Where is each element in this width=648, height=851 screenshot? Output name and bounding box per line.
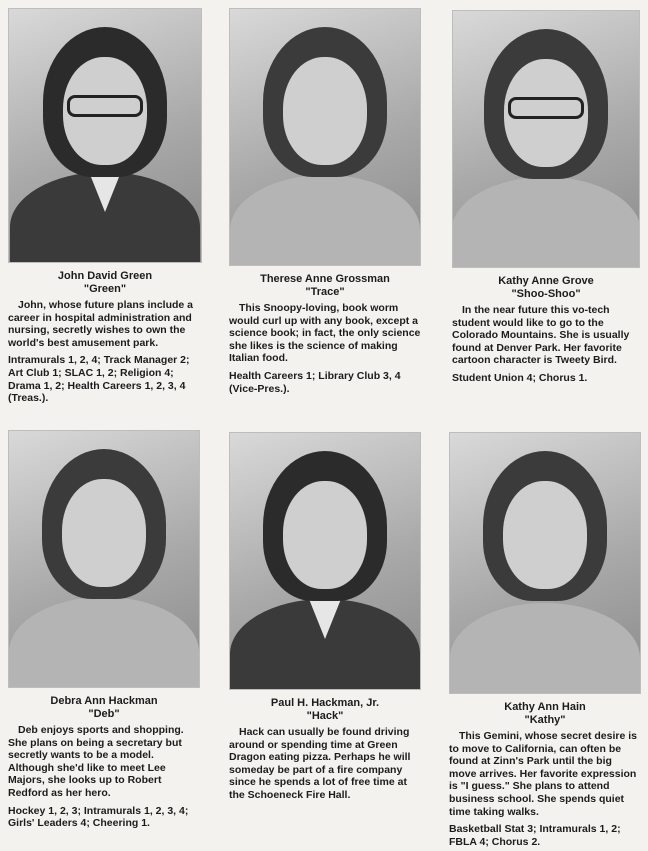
student-bio: Deb enjoys sports and shopping. She plans on being a secretary but secretly wants to be a model. Although she'd like to meet Lee Majors, she looks up to Robert Redford as her hero. (8, 724, 184, 799)
student-bio: This Gemini, whose secret desire is to move to California, can often be found at Zinn's Park until the big move arrives. Her favorite expression is "I guess." She plans to attend business school. She spends quiet time taking walks. (449, 730, 637, 818)
student-activities: Basketball Stat 3; Intramurals 1, 2; FBLA 4; Chorus 2. (449, 823, 621, 848)
student-bio: This Snoopy-loving, book worm would curl up with any book, except a science book; in fact, the only science she likes is the science of making Italian food. (229, 302, 421, 365)
student-photo (229, 432, 421, 690)
student-name: Kathy Ann Hain (504, 701, 586, 713)
student-photo (452, 10, 640, 268)
student-nickname: "Trace" (305, 286, 345, 298)
portrait-body-shape (230, 175, 420, 266)
student-photo (229, 8, 421, 266)
student-photo (8, 8, 202, 263)
student-nickname: "Hack" (306, 710, 344, 722)
student-entry-4 (8, 430, 200, 833)
student-photo (8, 430, 200, 688)
student-activities: Hockey 1, 2, 3; Intramurals 1, 2, 3, 4; Girls' Leaders 4; Cheering 1. (8, 804, 189, 830)
student-nickname: "Green" (83, 283, 127, 295)
student-activities: Student Union 4; Chorus 1. (452, 371, 588, 384)
student-name: Therese Anne Grossman (260, 273, 390, 285)
student-activities: Intramurals 1, 2, 4; Track Manager 2; Art Club 1; SLAC 1, 2; Religion 4; Drama 1, 2; Health Careers 1, 2, 3, 4 (Treas.). (8, 354, 190, 405)
student-bio: Hack can usually be found driving around or spending time at Green Dragon eating pizza. Perhaps he will someday be part of a fire company since he spends a lot of free time at the Schoeneck Fire Hall. (229, 726, 411, 801)
portrait-face-shape (283, 481, 367, 589)
student-activities: Health Careers 1; Library Club 3, 4 (Vice-Pres.). (229, 369, 401, 395)
student-name: Paul H. Hackman, Jr. (270, 697, 380, 709)
student-name: Kathy Anne Grove (498, 275, 594, 287)
student-entry-1 (8, 8, 202, 408)
student-bio: In the near future this vo-tech student would like to go to the Colorado Mountains. She is usually found at Denver Park. Her favorite cartoon character is Tweety Bird. (452, 304, 630, 367)
portrait-face-shape (62, 479, 146, 587)
student-nickname: "Deb" (88, 708, 120, 720)
student-entry-6 (449, 432, 641, 851)
student-photo (449, 432, 641, 694)
portrait-face-shape (503, 481, 587, 589)
student-name: John David Green (57, 270, 153, 282)
student-entry-5 (229, 432, 421, 805)
portrait-body-shape (450, 603, 640, 694)
student-nickname: "Kathy" (524, 714, 566, 726)
portrait-body-shape (9, 597, 199, 688)
student-bio: John, whose future plans include a career in hospital administration and nursing, secretly wishes to own the world's best amusement park. (8, 299, 194, 349)
glasses-icon (508, 97, 584, 119)
student-entry-2 (229, 8, 421, 398)
portrait-face-shape (283, 57, 367, 165)
student-name: Debra Ann Hackman (50, 695, 158, 707)
student-nickname: "Shoo-Shoo" (511, 288, 581, 300)
portrait-body-shape (452, 177, 640, 268)
glasses-icon (67, 95, 143, 117)
student-entry-3 (452, 10, 640, 388)
